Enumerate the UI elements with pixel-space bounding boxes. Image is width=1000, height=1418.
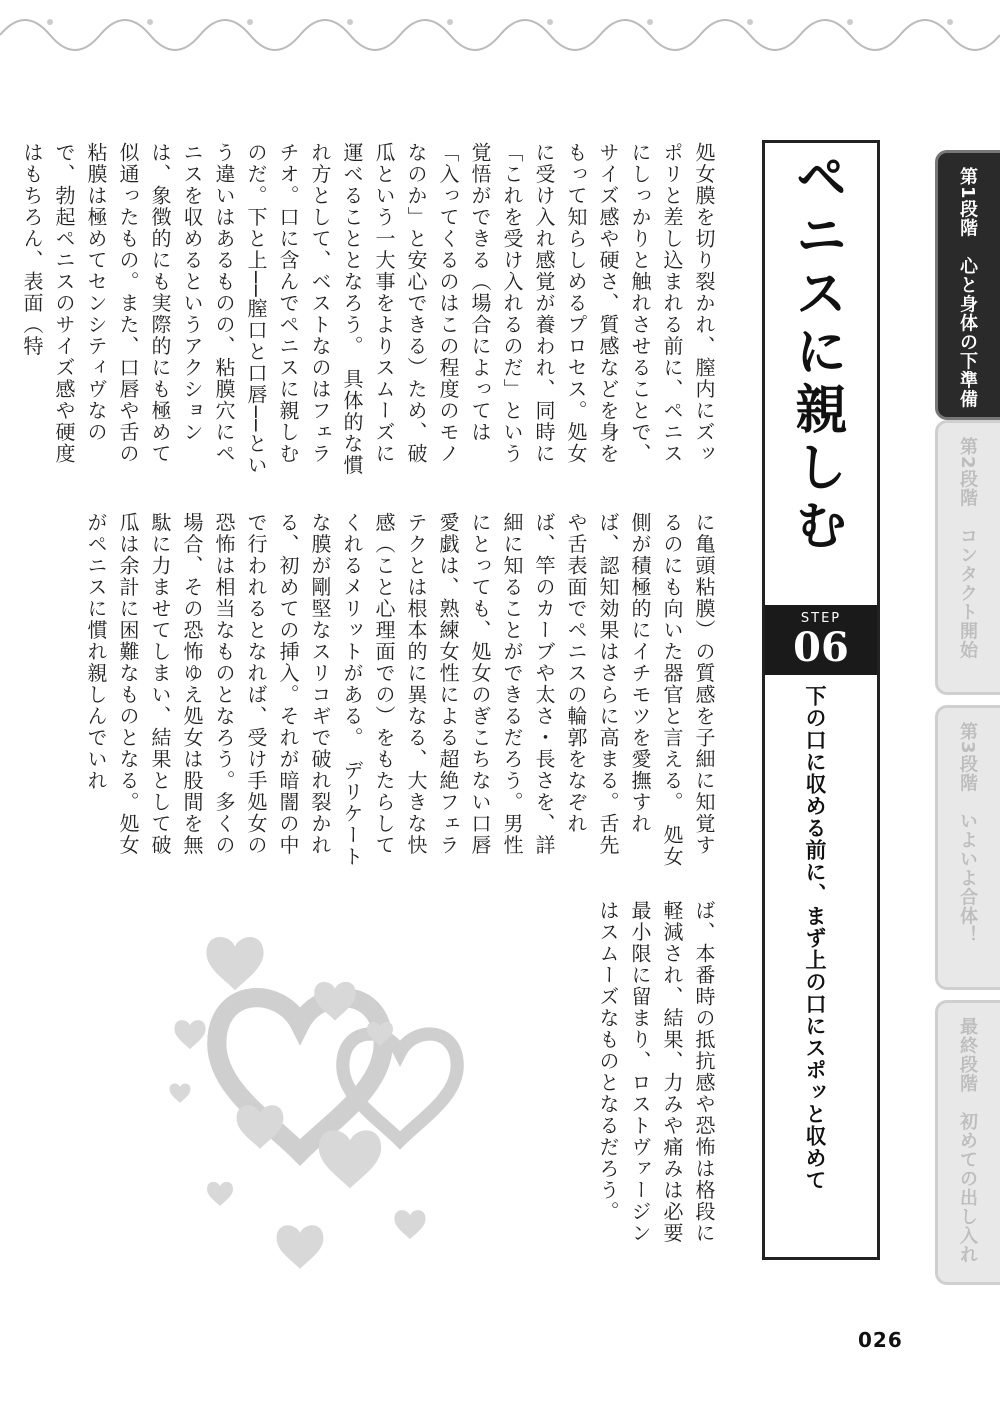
- step-badge: [765, 605, 877, 675]
- decorative-top-border: [0, 0, 1000, 70]
- tab-stage-4[interactable]: [935, 1000, 1000, 1285]
- tab-stage-2-label: 第2段階 コンタクト開始: [957, 437, 978, 660]
- tab-stage-1[interactable]: [935, 150, 1000, 420]
- step-number: 06: [793, 624, 849, 671]
- body-text-block-1: 処女膜を切り裂かれ、膣内にズッポリと差し込まれる前に、ペニスにしっかりと触れさせることで、サイズ感や硬さ、質感などを身をもって知らしめるプロセス。処女に受け入れ感覚が養われ、同時に「これを受け入れるのだ」という覚悟ができる（場合によっては「入ってくるのはこの程度のモノなのか」と安心できる）ため、破瓜という一大事をよりスムーズに運べることとなろう。 具体的な慣れ方として、ベストなのはフェラチオ。口に含んでペニスに親しむのだ。下と上──膣口と口唇──という違いはあるものの、粘膜穴にペニスを収めるというアクションは、象徴的にも実際的にも極めて似通ったもの。また、口唇や舌の粘膜は極めてセンシティヴなので、勃起ペニスのサイズ感や硬度はもちろん、表面（特: [20, 142, 716, 476]
- tab-stage-4-label: 最終段階 初めての出し入れ: [957, 1017, 978, 1264]
- tab-stage-3-label: 第3段階 いよいよ合体！: [957, 722, 978, 945]
- subtitle: 下の口に収める前に、まず上の口にスポッと収めて: [803, 685, 827, 1191]
- tab-stage-3[interactable]: [935, 705, 1000, 990]
- page-number: 026: [858, 1328, 903, 1352]
- step-label: STEP: [800, 611, 842, 626]
- tab-stage-2[interactable]: [935, 420, 1000, 695]
- page-title: ペニスに親しむ: [786, 150, 846, 556]
- hearts-illustration: [150, 920, 480, 1280]
- body-text-block-3: ば、本番時の抵抗感や恐怖は格段に軽減され、結果、力みや痛みは必要最小限に留まり、ロストヴァージンはスムーズなものとなるだろう。: [596, 900, 716, 1244]
- tab-stage-1-label: 第1段階 心と身体の下準備: [957, 167, 978, 409]
- body-text-block-2: に亀頭粘膜）の質感を子細に知覚するのにも向いた器官と言える。 処女側が積極的にイチモツを愛撫すれば、認知効果はさらに高まる。舌先や舌表面でペニスの輪郭をなぞれば、竿のカーブや太さ・長さを、詳細に知ることができるだろう。男性にとっても、処女のぎこちない口唇愛戯は、熟練女性による超絶フェラテクとは根本的に異なる、大きな快感（こと心理面での）をもたらしてくれるメリットがある。 デリケートな膜が剛堅なスリコギで破れ裂かれる、初めての挿入。それが暗闇の中で行われるとなれば、受け手処女の恐怖は相当なものとなろう。多くの場合、その恐怖ゆえ処女は股間を無駄に力ませてしまい、結果として破瓜は余計に困難なものとなる。処女がペニスに慣れ親しんでいれ: [84, 512, 716, 868]
